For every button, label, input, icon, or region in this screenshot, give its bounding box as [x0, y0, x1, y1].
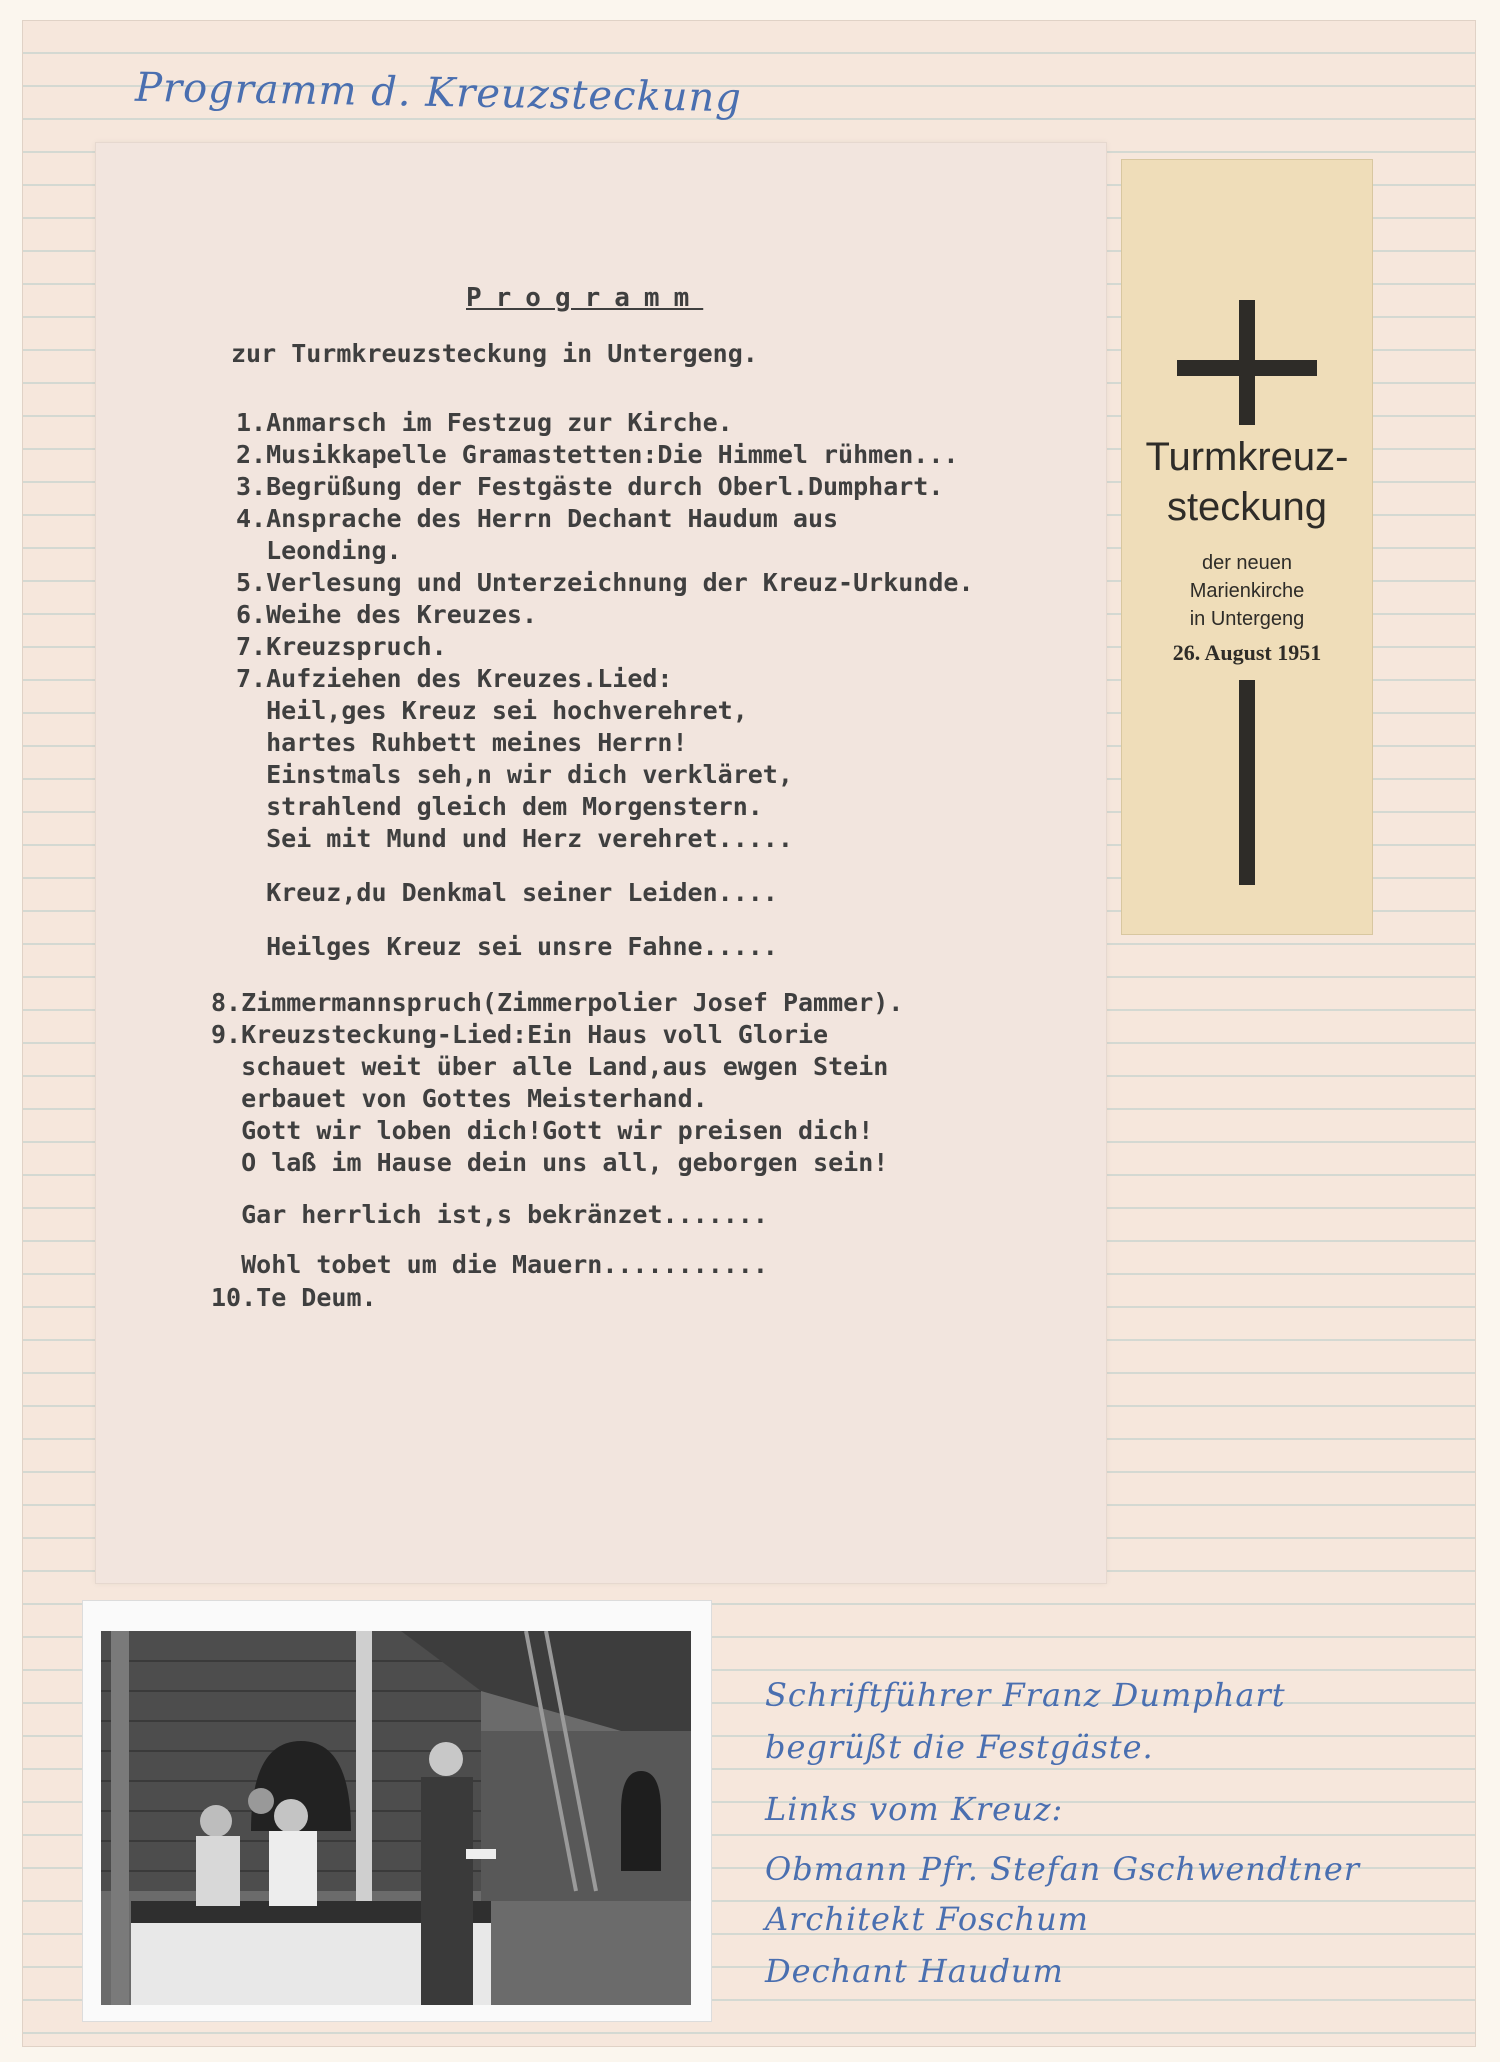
- caption-line: Links vom Kreuz:: [765, 1790, 1064, 1828]
- ceremony-photo: [101, 1631, 691, 2005]
- program-line: 3.Begrüßung der Festgäste durch Oberl.Dumphart.: [236, 472, 944, 501]
- printed-label-card: [1121, 159, 1373, 935]
- program-heading: Programm: [466, 283, 704, 313]
- label-line: Marienkirche: [1189, 580, 1305, 602]
- program-line: 10.Te Deum.: [211, 1283, 377, 1312]
- program-line: Kreuz,du Denkmal seiner Leiden....: [236, 878, 778, 907]
- typed-program-sheet: [95, 142, 1107, 1584]
- label-date: 26. August 1951: [1172, 640, 1322, 665]
- caption-line: Obmann Pfr. Stefan Gschwendtner: [765, 1850, 1361, 1888]
- program-line: schauet weit über alle Land,aus ewgen Stein: [211, 1052, 889, 1081]
- caption-line: Schriftführer Franz Dumphart: [765, 1676, 1286, 1714]
- program-line: Heilges Kreuz sei unsre Fahne.....: [236, 932, 778, 961]
- caption-line: Architekt Foschum: [765, 1900, 1090, 1938]
- caption-line: Dechant Haudum: [765, 1952, 1064, 1990]
- program-line: Leonding.: [236, 536, 402, 565]
- label-line: der neuen: [1201, 552, 1293, 574]
- label-line: in Untergeng: [1189, 608, 1305, 630]
- program-line: Gar herrlich ist,s bekränzet.......: [211, 1200, 768, 1229]
- program-line: Gott wir loben dich!Gott wir preisen dich!: [211, 1116, 874, 1145]
- handwritten-title: Programm d. Kreuzsteckung: [134, 64, 743, 122]
- program-line: 1.Anmarsch im Festzug zur Kirche.: [236, 408, 733, 437]
- program-line: Heil,ges Kreuz sei hochverehret,: [236, 696, 748, 725]
- caption-line: begrüßt die Festgäste.: [765, 1728, 1154, 1766]
- program-line: Wohl tobet um die Mauern...........: [211, 1250, 768, 1279]
- program-line: 6.Weihe des Kreuzes.: [236, 600, 538, 629]
- program-line: 8.Zimmermannspruch(Zimmerpolier Josef Pammer).: [211, 988, 904, 1017]
- cross-stem: [1239, 680, 1255, 885]
- program-line: strahlend gleich dem Morgenstern.: [236, 792, 763, 821]
- program-line: Sei mit Mund und Herz verehret.....: [236, 824, 793, 853]
- program-line: hartes Ruhbett meines Herrn!: [236, 728, 688, 757]
- program-subtitle: zur Turmkreuzsteckung in Untergeng.: [231, 339, 758, 368]
- program-line: 9.Kreuzsteckung-Lied:Ein Haus voll Glorie: [211, 1020, 829, 1049]
- label-title-line1: Turmkreuz-: [1145, 435, 1349, 479]
- program-line: Einstmals seh,n wir dich verkläret,: [236, 760, 793, 789]
- program-line: erbauet von Gottes Meisterhand.: [211, 1084, 708, 1113]
- program-line: 7.Aufziehen des Kreuzes.Lied:: [236, 664, 673, 693]
- cross-bar: [1177, 360, 1317, 376]
- program-line: O laß im Hause dein uns all, geborgen sein!: [211, 1148, 889, 1177]
- program-line: 2.Musikkapelle Gramastetten:Die Himmel rühmen...: [236, 440, 959, 469]
- program-line: 7.Kreuzspruch.: [236, 632, 447, 661]
- label-title-line2: steckung: [1166, 485, 1328, 529]
- program-line: 4.Ansprache des Herrn Dechant Haudum aus: [236, 504, 839, 533]
- photo-frame: [82, 1600, 712, 2022]
- program-line: 5.Verlesung und Unterzeichnung der Kreuz-Urkunde.: [236, 568, 974, 597]
